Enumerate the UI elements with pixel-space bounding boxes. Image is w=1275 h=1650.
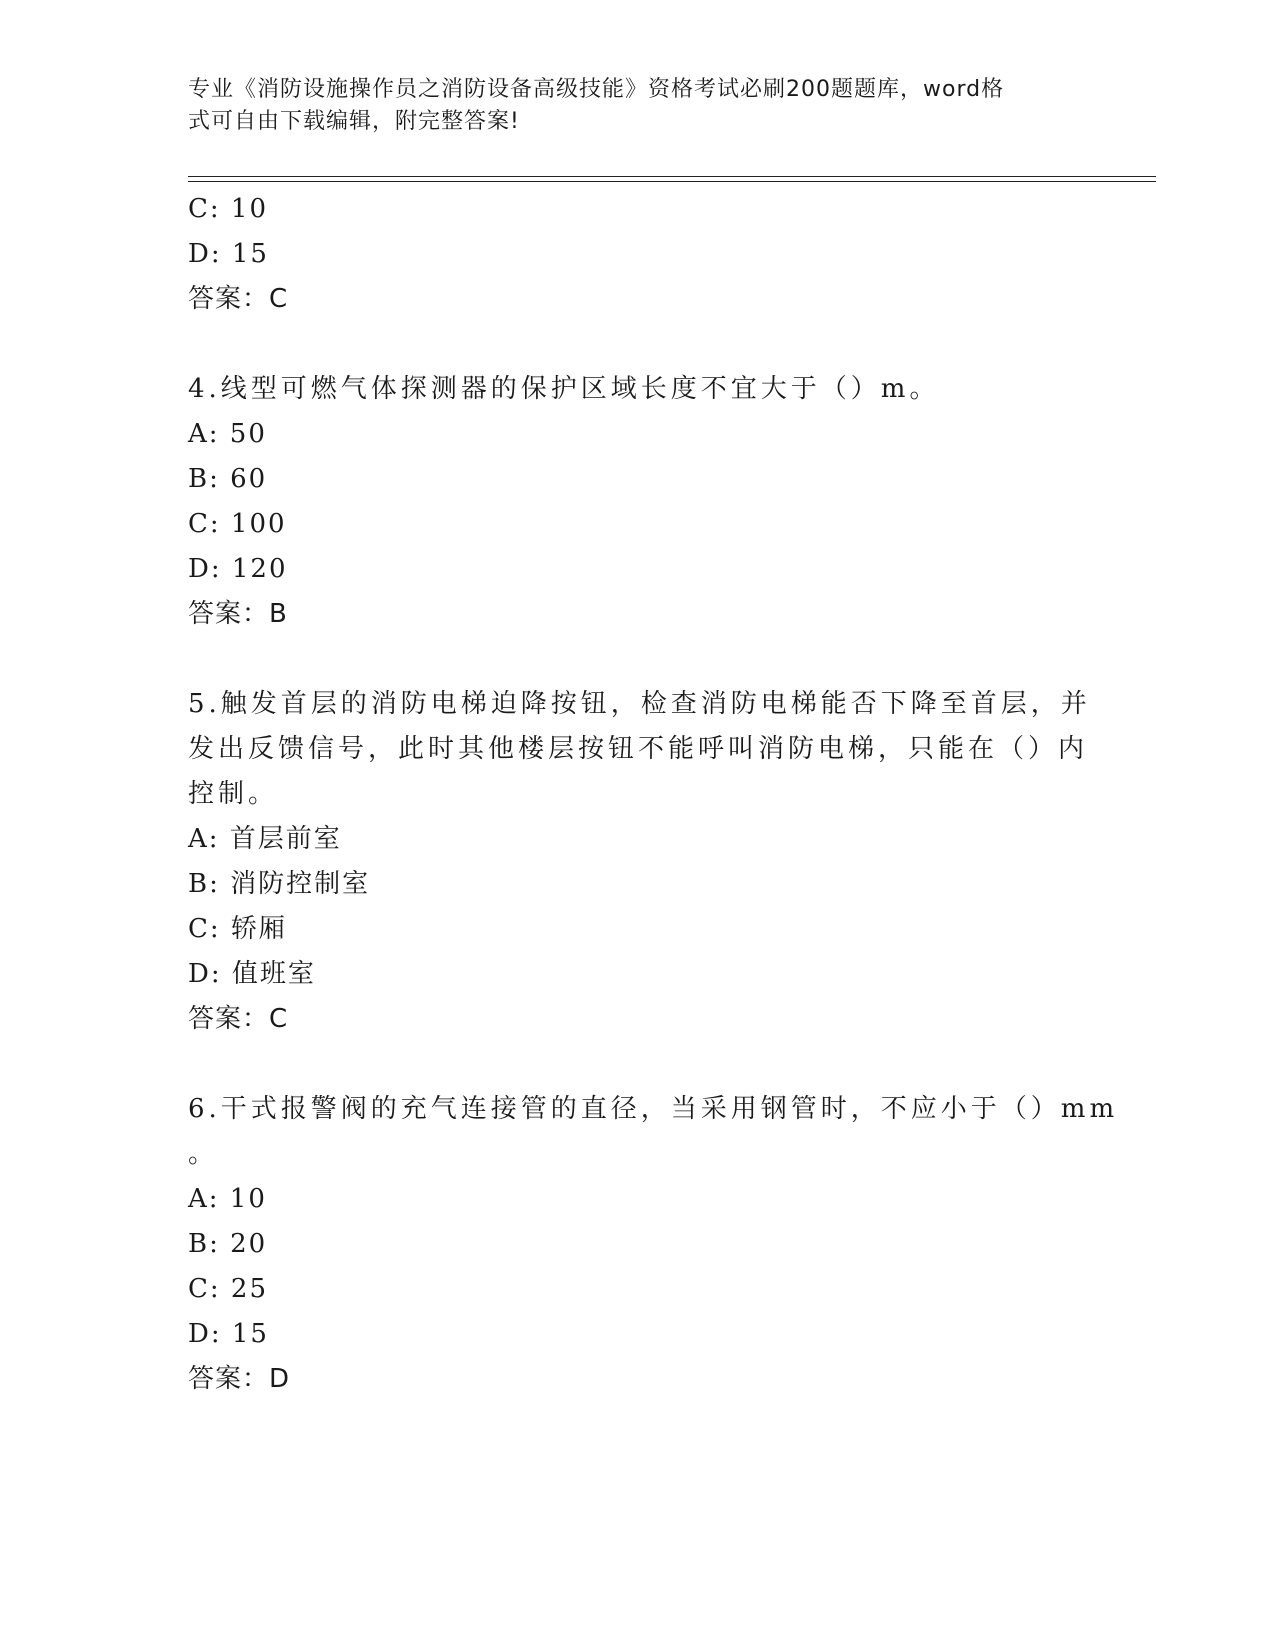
q4-option-b: B: 60 — [188, 464, 268, 494]
q5-option-d: D: 值班室 — [188, 959, 316, 989]
q5-option-c: C: 轿厢 — [188, 914, 287, 944]
q4-option-c: C: 100 — [188, 509, 287, 539]
header-line-2: 式可自由下载编辑，附完整答案! — [188, 109, 520, 134]
header-rule-top — [188, 176, 1156, 177]
q6-stem-line-2: 。 — [188, 1139, 219, 1169]
q5-option-b: B: 消防控制室 — [188, 869, 371, 899]
q4-stem: 4.线型可燃气体探测器的保护区域长度不宜大于（）m。 — [188, 374, 940, 404]
prev-option-d: D: 15 — [188, 239, 269, 269]
q4-option-a: A: 50 — [188, 419, 267, 449]
q6-stem-line-1: 6.干式报警阀的充气连接管的直径，当采用钢管时，不应小于（）mm — [188, 1094, 1119, 1124]
q6-answer: 答案：D — [188, 1364, 291, 1394]
header-rule-bottom — [188, 181, 1156, 182]
q6-option-c: C: 25 — [188, 1274, 269, 1304]
q6-option-b: B: 20 — [188, 1229, 268, 1259]
q5-option-a: A: 首层前室 — [188, 824, 342, 854]
prev-option-c: C: 10 — [188, 194, 269, 224]
q6-option-a: A: 10 — [188, 1184, 267, 1214]
q5-stem-line-2: 发出反馈信号，此时其他楼层按钮不能呼叫消防电梯，只能在（）内 — [188, 734, 1089, 764]
q5-stem-line-3: 控制。 — [188, 779, 279, 809]
q4-answer: 答案：B — [188, 599, 288, 629]
q4-option-d: D: 120 — [188, 554, 288, 584]
prev-answer: 答案：C — [188, 284, 289, 314]
q5-answer: 答案：C — [188, 1004, 289, 1034]
q5-stem-line-1: 5.触发首层的消防电梯迫降按钮，检查消防电梯能否下降至首层，并 — [188, 689, 1091, 719]
header-line-1: 专业《消防设施操作员之消防设备高级技能》资格考试必刷200题题库，word格 — [188, 77, 1005, 102]
q6-option-d: D: 15 — [188, 1319, 269, 1349]
